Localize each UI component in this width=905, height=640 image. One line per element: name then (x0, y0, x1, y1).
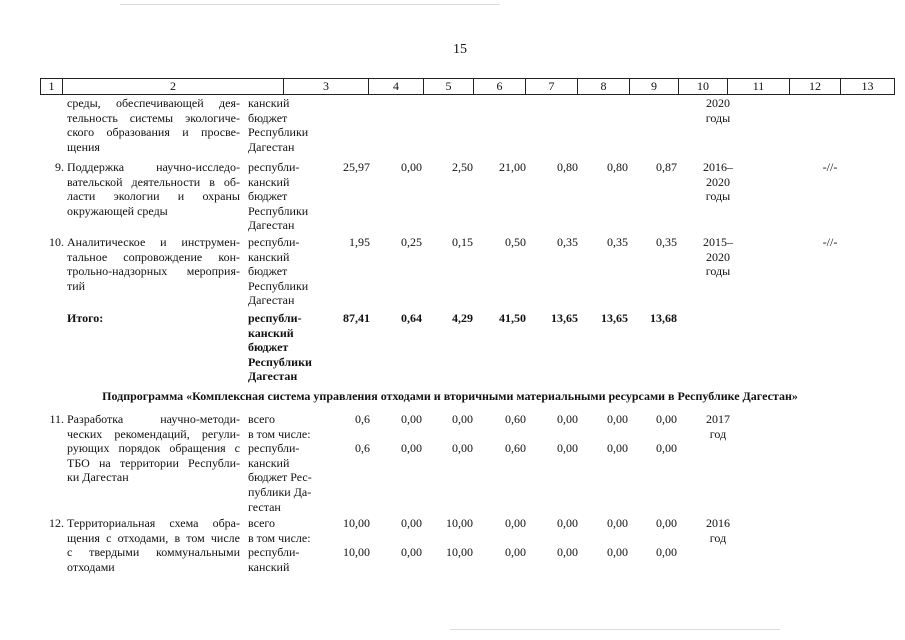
years-line: годы (705, 189, 731, 204)
funding-source-line: Республики (248, 278, 309, 293)
measure-name-line: ки Дагестан (67, 470, 129, 485)
value-col-9: 0,00 (607, 412, 628, 426)
value-col-7: 0,00 (505, 545, 526, 560)
measure-name-line: тий (67, 278, 86, 293)
value-col-9: 0,00 (607, 441, 628, 456)
value-col-6: 2,50 (452, 160, 473, 174)
header-col-10: 10 (678, 79, 727, 94)
page-number: 15 (453, 42, 467, 57)
value-col-7: 0,60 (505, 412, 526, 426)
measure-name-line: Территориальная схема обра- (67, 516, 240, 530)
funding-source-line: Республики (248, 125, 309, 140)
header-col-1: 1 (40, 79, 62, 94)
years-line: годы (705, 264, 731, 279)
funding-source-line: Дагестан (248, 293, 295, 308)
value-col-5: 0,25 (401, 235, 422, 249)
note-cell: -//- (822, 235, 838, 249)
value-col-9: 0,00 (607, 545, 628, 560)
header-col-8: 8 (577, 79, 629, 94)
measure-name-line: ского образования и просве- (67, 125, 240, 140)
header-col-12: 12 (789, 79, 840, 94)
value-col-9: 0,35 (607, 235, 628, 249)
measure-name-line: щения (67, 139, 100, 154)
years-line: 2015– (703, 235, 733, 249)
value-col-8: 0,00 (557, 516, 578, 530)
scan-noise-top (120, 4, 500, 5)
funding-source-line: Дагестан (248, 218, 295, 233)
value-col-7: 0,00 (505, 516, 526, 530)
header-col-9: 9 (629, 79, 678, 94)
measure-name-line: ТБО на территории Республи- (67, 455, 240, 470)
value-col-8: 0,00 (557, 412, 578, 426)
value-col-10: 0,00 (656, 441, 677, 456)
funding-source-line: в том числе: (248, 530, 311, 545)
value-col-8: 13,65 (551, 311, 578, 325)
value-col-4: 10,00 (343, 516, 370, 530)
measure-name-line: Поддержка научно-исследо- (67, 160, 240, 174)
years-line: год (709, 426, 727, 441)
funding-source-line: Республики (248, 203, 309, 218)
scan-noise-bottom (450, 629, 780, 630)
value-col-8: 0,80 (557, 160, 578, 174)
years-line: годы (705, 110, 731, 125)
funding-source-line: республи- (248, 545, 300, 560)
funding-source-line: Дагестан (248, 139, 295, 154)
value-col-5: 0,00 (401, 441, 422, 456)
value-col-5: 0,00 (401, 545, 422, 560)
measure-name-line: Аналитическое и инструмен- (67, 235, 240, 249)
value-col-5: 0,00 (401, 516, 422, 530)
funding-source-line: республи- (248, 311, 302, 325)
subprogram-title: Подпрограмма «Комплексная система управления отходами и вторичными материальными ресурсами в Республике Дагестан» (102, 389, 798, 403)
funding-source-line: бюджет (248, 110, 288, 125)
value-col-10: 0,00 (656, 516, 677, 530)
value-col-6: 0,15 (452, 235, 473, 249)
value-col-4: 10,00 (343, 545, 370, 560)
years-line: 2020 (706, 96, 730, 110)
years-line: 2016– (703, 160, 733, 174)
funding-source-line: всего (248, 516, 276, 530)
row-number: 11. (49, 412, 64, 426)
funding-source-line: Дагестан (248, 369, 298, 384)
value-col-6: 10,00 (446, 545, 473, 560)
value-col-4: 0,6 (355, 441, 370, 456)
funding-source-line: канский (248, 455, 290, 470)
value-col-10: 0,87 (656, 160, 677, 174)
value-col-10: 0,00 (656, 412, 677, 426)
funding-source-line: канский (248, 174, 290, 189)
measure-name-line: среды, обеспечивающей дея- (67, 96, 240, 110)
measure-name-line: ласти экологии и охраны (67, 189, 240, 204)
funding-source-line: бюджет (248, 189, 288, 204)
value-col-9: 0,00 (607, 516, 628, 530)
measure-name-line: вательской деятельности в об- (67, 174, 240, 189)
note-cell: -//- (822, 160, 838, 174)
value-col-7: 0,50 (505, 235, 526, 249)
measure-name-line: рующих порядок обращения с (67, 441, 240, 456)
value-col-9: 13,65 (601, 311, 628, 325)
value-col-6: 10,00 (446, 516, 473, 530)
years-line: 2016 (706, 516, 730, 530)
funding-source-line: республи- (248, 235, 300, 249)
value-col-5: 0,00 (401, 412, 422, 426)
total-label: Итого: (67, 311, 104, 325)
row-number: 10. (49, 235, 64, 249)
header-col-2: 2 (62, 79, 283, 94)
value-col-8: 0,00 (557, 545, 578, 560)
funding-source-line: бюджет (248, 264, 288, 279)
header-col-4: 4 (368, 79, 423, 94)
funding-source-line: гестан (248, 499, 281, 514)
value-col-8: 0,35 (557, 235, 578, 249)
header-col-13: 13 (840, 79, 895, 94)
header-col-5: 5 (423, 79, 473, 94)
value-col-4: 25,97 (343, 160, 370, 174)
measure-name-line: тельность системы экологиче- (67, 110, 240, 125)
funding-source-line: бюджет (248, 340, 289, 355)
value-col-10: 0,00 (656, 545, 677, 560)
value-col-6: 0,00 (452, 412, 473, 426)
funding-source-line: в том числе: (248, 426, 311, 441)
header-col-11: 11 (727, 79, 789, 94)
value-col-7: 41,50 (499, 311, 526, 325)
funding-source-line: всего (248, 412, 276, 426)
funding-source-line: канский (248, 559, 290, 574)
funding-source-line: канский (248, 96, 290, 110)
value-col-6: 4,29 (452, 311, 473, 325)
value-col-5: 0,00 (401, 160, 422, 174)
row-number: 9. (55, 160, 64, 174)
funding-source-line: республи- (248, 441, 300, 456)
measure-name-line: с твердыми коммунальными (67, 545, 240, 560)
funding-source-line: канский (248, 325, 294, 340)
value-col-10: 0,35 (656, 235, 677, 249)
value-col-4: 87,41 (343, 311, 370, 325)
funding-source-line: Республики (248, 354, 312, 369)
header-col-7: 7 (525, 79, 577, 94)
table-header-row (40, 78, 895, 95)
value-col-7: 0,60 (505, 441, 526, 456)
value-col-9: 0,80 (607, 160, 628, 174)
measure-name-line: Разработка научно-методи- (67, 412, 240, 426)
header-col-3: 3 (283, 79, 368, 94)
value-col-7: 21,00 (499, 160, 526, 174)
years-line: 2020 (706, 174, 730, 189)
value-col-10: 13,68 (650, 311, 677, 325)
funding-source-line: бюджет Рес- (248, 470, 312, 485)
measure-name-line: окружающей среды (67, 203, 168, 218)
funding-source-line: канский (248, 249, 290, 264)
value-col-4: 0,6 (355, 412, 370, 426)
header-col-6: 6 (473, 79, 525, 94)
value-col-6: 0,00 (452, 441, 473, 456)
value-col-5: 0,64 (401, 311, 422, 325)
years-line: год (709, 530, 727, 545)
row-number: 12. (49, 516, 64, 530)
measure-name-line: отходами (67, 559, 115, 574)
funding-source-line: республи- (248, 160, 300, 174)
measure-name-line: ческих рекомендаций, регули- (67, 426, 240, 441)
funding-source-line: публики Да- (248, 485, 312, 499)
years-line: 2017 (706, 412, 730, 426)
measure-name-line: тальное сопровождение кон- (67, 249, 240, 264)
measure-name-line: щения с отходами, в том числе (67, 530, 240, 545)
value-col-8: 0,00 (557, 441, 578, 456)
years-line: 2020 (706, 249, 730, 264)
measure-name-line: трольно-надзорных мероприя- (67, 264, 240, 279)
value-col-4: 1,95 (349, 235, 370, 249)
